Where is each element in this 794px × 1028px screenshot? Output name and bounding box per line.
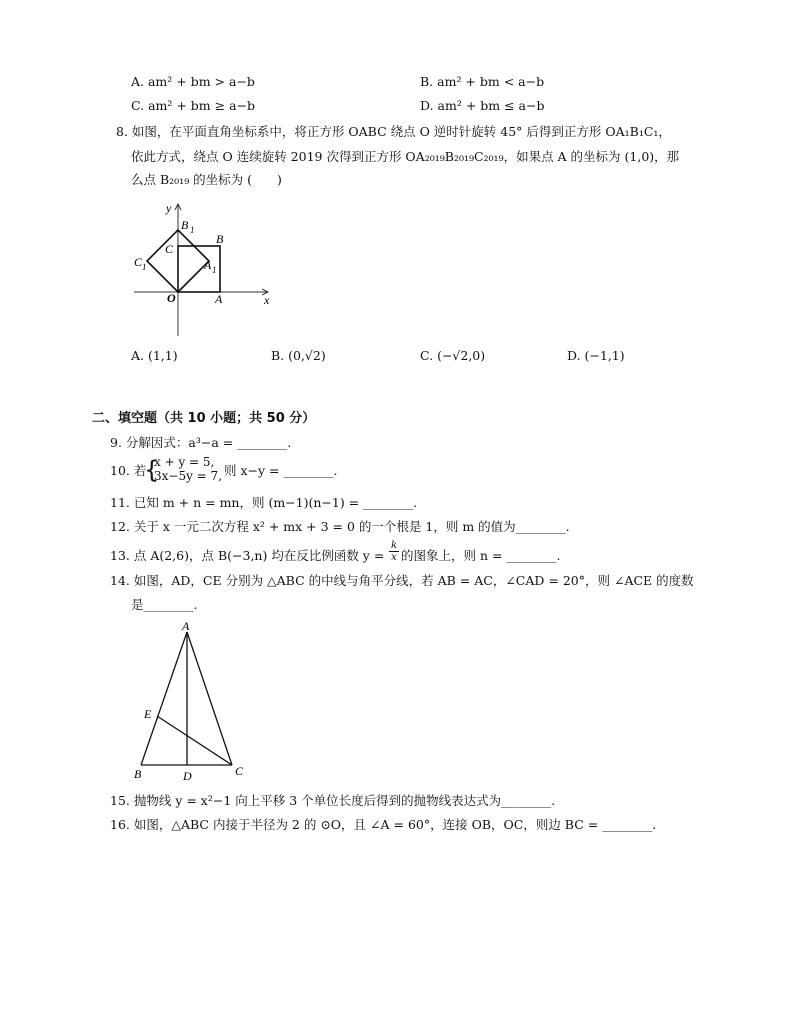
q10-brace: { [144, 456, 160, 484]
segment-ce [157, 716, 232, 765]
label-c1: C [134, 255, 143, 269]
q7-option-c: C. am² + bm ≥ a−b [131, 98, 256, 113]
label-c: C [235, 764, 244, 778]
q10-eq2: 3x−5y = 7, [154, 469, 223, 483]
label-b: B [134, 767, 142, 781]
label-d: D [183, 769, 192, 783]
q14-text-line1: 14. 如图，AD，CE 分别为 △ABC 的中线与角平分线，若 AB = AC，∠CAD = 20°，则 ∠ACE 的度数 [110, 573, 694, 588]
label-a1: A [204, 258, 212, 272]
q16-text: 16. 如图，△ABC 内接于半径为 2 的 ⊙O，且 ∠A = 60°，连接 OB，OC，则边 BC = ________. [110, 817, 657, 832]
q14-text-line2: 是________. [131, 597, 198, 612]
section-2-title: 二、填空题（共 10 小题；共 50 分） [92, 411, 316, 426]
q13-text-after: 的图象上，则 n = ________. [401, 548, 561, 563]
q10-prefix: 10. 若 [110, 463, 147, 478]
label-x: x [264, 293, 270, 307]
q13-fraction-denominator: x [391, 552, 397, 563]
label-a: A [215, 292, 223, 306]
q10-suffix: 则 x−y = ________. [224, 463, 338, 478]
q8-figure [128, 196, 278, 342]
q7-option-b: B. am² + bm < a−b [420, 74, 545, 89]
label-b1: B [181, 218, 189, 232]
q13-fraction [389, 540, 399, 563]
segment-ab [141, 632, 187, 765]
q8-option-b: B. (0,√2) [271, 348, 326, 363]
label-a1-sub: 1 [212, 265, 217, 275]
label-b1-sub: 1 [190, 225, 195, 235]
q13-fraction-numerator: k [390, 540, 398, 551]
q9-text: 9. 分解因式：a³−a = ________. [110, 435, 292, 450]
q8-option-d: D. (−1,1) [567, 348, 625, 363]
q15-text: 15. 抛物线 y = x²−1 向上平移 3 个单位长度后得到的抛物线表达式为________. [110, 793, 556, 808]
q13-text-before: 13. 点 A(2,6)，点 B(−3,n) 均在反比例函数 y = [110, 548, 385, 563]
q8-option-a: A. (1,1) [131, 348, 178, 363]
q7-option-a: A. am² + bm > a−b [131, 74, 255, 89]
q14-figure [128, 618, 258, 784]
label-a: A [182, 619, 190, 633]
q8-text-line1: 8. 如图，在平面直角坐标系中，将正方形 OABC 绕点 O 逆时针旋转 45° 后得到正方形 OA₁B₁C₁， [116, 124, 671, 139]
label-o: O [167, 291, 176, 305]
label-b: B [216, 232, 224, 246]
label-y: y [166, 201, 172, 215]
q12-text: 12. 关于 x 一元二次方程 x² + mx + 3 = 0 的一个根是 1，则 m 的值为________. [110, 519, 570, 534]
q11-text: 11. 已知 m + n = mn，则 (m−1)(n−1) = ________. [110, 495, 418, 510]
q8-text-line3: 么点 B₂₀₁₉ 的坐标为 ( ) [131, 172, 282, 187]
q10-eq1: x + y = 5, [154, 455, 215, 469]
segment-ac [187, 632, 232, 765]
label-e: E [144, 707, 152, 721]
q8-option-c: C. (−√2,0) [420, 348, 486, 363]
label-c1-sub: 1 [142, 262, 147, 272]
q8-text-line2: 依此方式，绕点 O 连续旋转 2019 次得到正方形 OA₂₀₁₉B₂₀₁₉C₂₀₁₉，如果点 A 的坐标为 (1,0)，那 [131, 149, 680, 164]
q7-option-d: D. am² + bm ≤ a−b [420, 98, 545, 113]
label-c: C [165, 242, 174, 256]
